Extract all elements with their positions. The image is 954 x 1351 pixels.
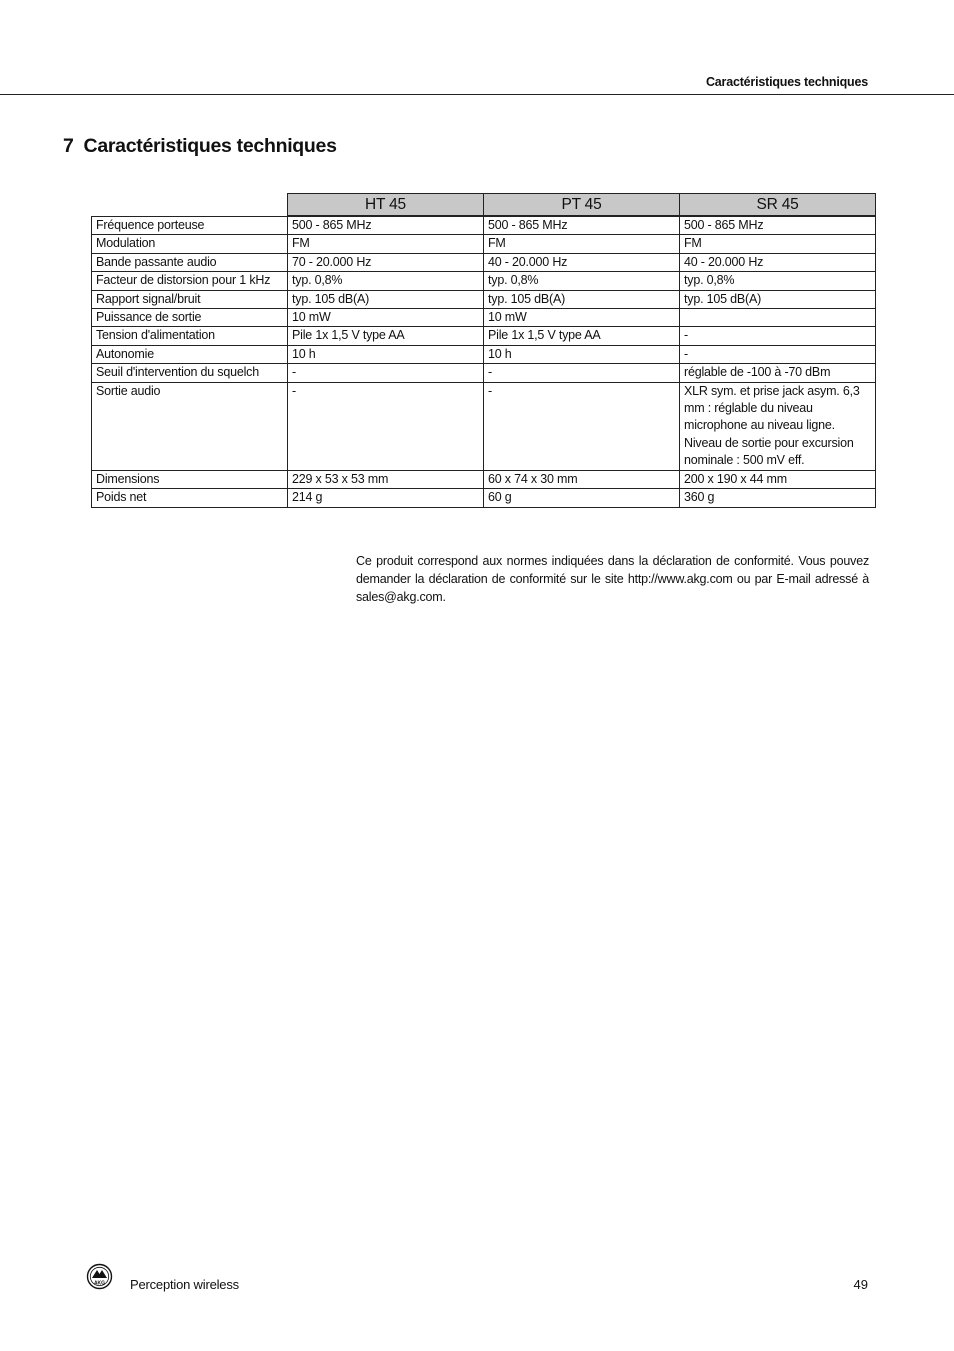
- cell-sr-45: 360 g: [680, 489, 876, 507]
- table-corner-cell: [92, 194, 288, 217]
- row-label: Modulation: [92, 235, 288, 253]
- row-label: Autonomie: [92, 345, 288, 363]
- cell-pt-45: typ. 0,8%: [484, 272, 680, 290]
- table-row: [92, 382, 876, 470]
- row-label: Puissance de sortie: [92, 309, 288, 327]
- page-number: 49: [853, 1277, 868, 1292]
- column-header-ht45: HT 45: [288, 194, 484, 217]
- cell-sr-45: XLR sym. et prise jack asym. 6,3 mm : réglable du niveau microphone au niveau ligne. Niveau de sortie pour excursion nominale : 500 mV eff.: [680, 382, 876, 470]
- cell-sr-45: -: [680, 327, 876, 345]
- section-number: 7: [63, 135, 74, 157]
- cell-ht-45: typ. 0,8%: [288, 272, 484, 290]
- cell-sr-45: 500 - 865 MHz: [680, 216, 876, 235]
- row-label: Seuil d'intervention du squelch: [92, 364, 288, 382]
- cell-pt-45: 10 mW: [484, 309, 680, 327]
- cell-pt-45: 60 g: [484, 489, 680, 507]
- running-header: Caractéristiques techniques: [705, 75, 868, 89]
- cell-pt-45: FM: [484, 235, 680, 253]
- table-body: [92, 216, 876, 507]
- cell-sr-45: 40 - 20.000 Hz: [680, 253, 876, 271]
- row-label: Poids net: [92, 489, 288, 507]
- row-label: Rapport signal/bruit: [92, 290, 288, 308]
- section-title: [63, 135, 337, 158]
- cell-ht-45: -: [288, 382, 484, 470]
- cell-sr-45: réglable de -100 à -70 dBm: [680, 364, 876, 382]
- cell-pt-45: 10 h: [484, 345, 680, 363]
- cell-pt-45: typ. 105 dB(A): [484, 290, 680, 308]
- cell-ht-45: 500 - 865 MHz: [288, 216, 484, 235]
- conformity-note: Ce produit correspond aux normes indiquées dans la déclaration de conformité. Vous pouvez demander la déclaration de conformité sur le site http://www.akg.com ou par E-mail adressé à sales@akg.com.: [356, 554, 869, 604]
- row-label: Sortie audio: [92, 382, 288, 470]
- cell-ht-45: typ. 105 dB(A): [288, 290, 484, 308]
- cell-ht-45: 70 - 20.000 Hz: [288, 253, 484, 271]
- cell-ht-45: 229 x 53 x 53 mm: [288, 470, 484, 488]
- akg-logo-text: AKG: [93, 1280, 106, 1287]
- cell-pt-45: 60 x 74 x 30 mm: [484, 470, 680, 488]
- table-row: [92, 216, 876, 235]
- table-row: [92, 364, 876, 382]
- cell-pt-45: Pile 1x 1,5 V type AA: [484, 327, 680, 345]
- table-row: [92, 327, 876, 345]
- cell-ht-45: 10 h: [288, 345, 484, 363]
- table-header-row: [92, 194, 876, 217]
- column-header-sr45: SR 45: [680, 194, 876, 217]
- header-rule: [0, 94, 954, 95]
- cell-pt-45: 40 - 20.000 Hz: [484, 253, 680, 271]
- row-label: Fréquence porteuse: [92, 216, 288, 235]
- column-header-pt45: PT 45: [484, 194, 680, 217]
- table-row: [92, 470, 876, 488]
- cell-ht-45: FM: [288, 235, 484, 253]
- cell-pt-45: -: [484, 364, 680, 382]
- row-label: Facteur de distorsion pour 1 kHz: [92, 272, 288, 290]
- table-row: [92, 253, 876, 271]
- cell-sr-45: [680, 309, 876, 327]
- cell-sr-45: -: [680, 345, 876, 363]
- cell-pt-45: -: [484, 382, 680, 470]
- cell-ht-45: 214 g: [288, 489, 484, 507]
- row-label: Bande passante audio: [92, 253, 288, 271]
- cell-pt-45: 500 - 865 MHz: [484, 216, 680, 235]
- cell-ht-45: Pile 1x 1,5 V type AA: [288, 327, 484, 345]
- table-row: [92, 235, 876, 253]
- table-row: [92, 489, 876, 507]
- cell-sr-45: typ. 0,8%: [680, 272, 876, 290]
- row-label: Dimensions: [92, 470, 288, 488]
- cell-sr-45: 200 x 190 x 44 mm: [680, 470, 876, 488]
- table-row: [92, 345, 876, 363]
- akg-logo-icon: [86, 1263, 113, 1290]
- table-row: [92, 309, 876, 327]
- section-title-text: Caractéristiques techniques: [83, 135, 337, 157]
- cell-ht-45: 10 mW: [288, 309, 484, 327]
- row-label: Tension d'alimentation: [92, 327, 288, 345]
- specifications-table: [91, 193, 876, 508]
- cell-ht-45: -: [288, 364, 484, 382]
- cell-sr-45: FM: [680, 235, 876, 253]
- footer-product-name: Perception wireless: [130, 1277, 239, 1292]
- cell-sr-45: typ. 105 dB(A): [680, 290, 876, 308]
- table-row: [92, 272, 876, 290]
- table-row: [92, 290, 876, 308]
